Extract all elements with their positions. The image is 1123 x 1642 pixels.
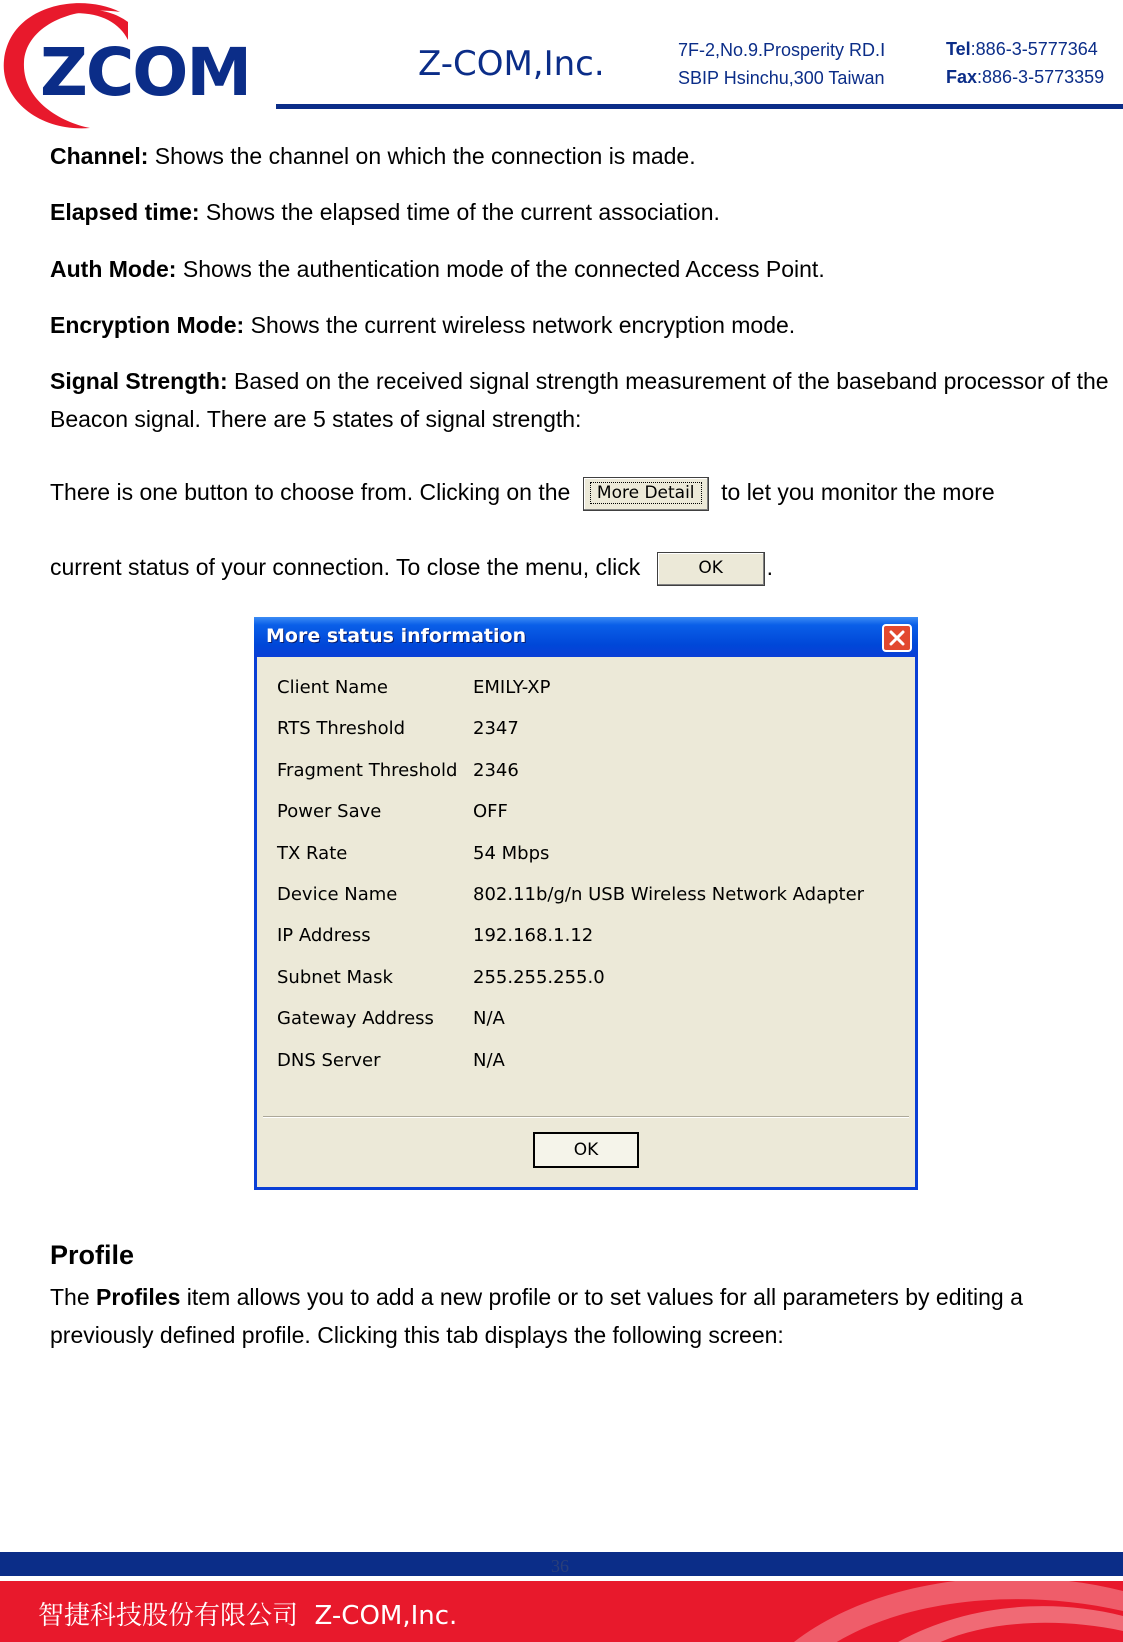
field-label: Client Name xyxy=(277,677,388,698)
field-label: Fragment Threshold xyxy=(277,760,458,781)
field-label: Power Save xyxy=(277,801,382,822)
address-line-1: 7F-2,No.9.Prosperity RD.Ⅰ xyxy=(678,40,886,60)
field-value: 802.11b/g/n USB Wireless Network Adapter xyxy=(473,884,865,905)
more-detail-button-label: More Detail xyxy=(590,482,702,504)
elapsed-text: Shows the elapsed time of the current association. xyxy=(199,199,720,225)
field-label: RTS Threshold xyxy=(277,718,406,739)
signal-text: Based on the received signal strength measurement of the baseband processor of the Beacon signal. There are 5 states of signal strength: xyxy=(50,368,1109,432)
field-value: OFF xyxy=(473,801,508,822)
field-label: TX Rate xyxy=(277,843,348,864)
field-value: 255.255.255.0 xyxy=(473,967,605,988)
dialog-close-button[interactable] xyxy=(882,624,912,652)
encryption-text: Shows the current wireless network encryption mode. xyxy=(244,312,796,338)
dialog-titlebar[interactable] xyxy=(254,617,918,657)
field-label: IP Address xyxy=(277,925,371,946)
auth-description xyxy=(50,250,1110,288)
dialog-separator xyxy=(263,1116,909,1118)
channel-text: Shows the channel on which the connection is made. xyxy=(148,143,696,169)
signal-term: Signal Strength: xyxy=(50,368,228,394)
address-line-2: SBIP Hsinchu,300 Taiwan xyxy=(678,68,885,88)
footer-red-band xyxy=(0,1581,1123,1642)
footer-company xyxy=(38,1595,457,1632)
close-after: . xyxy=(766,554,773,580)
field-value: EMILY-XP xyxy=(473,677,551,698)
tel-line xyxy=(946,39,1098,60)
channel-description xyxy=(50,137,1110,175)
dialog-ok-button[interactable]: OK xyxy=(533,1132,639,1168)
field-label: DNS Server xyxy=(277,1050,381,1071)
field-value: 192.168.1.12 xyxy=(473,925,594,946)
close-sentence xyxy=(50,548,1110,586)
field-label: Device Name xyxy=(277,884,398,905)
encryption-term: Encryption Mode: xyxy=(50,312,245,338)
more-detail-sentence xyxy=(50,473,1110,511)
field-value: N/A xyxy=(473,1008,505,1029)
field-value: 2347 xyxy=(473,718,519,739)
more-detail-after: to let you monitor the more xyxy=(714,479,995,505)
field-value: N/A xyxy=(473,1050,505,1071)
elapsed-term: Elapsed time: xyxy=(50,199,200,225)
profile-description xyxy=(50,1278,1110,1354)
profile-text-after: item allows you to add a new profile or to set values for all parameters by editing a previously defined profile. Clicking this tab displays the following screen: xyxy=(50,1284,1023,1348)
field-value: 54 Mbps xyxy=(473,843,550,864)
company-name: Z-COM,Inc. xyxy=(418,44,605,84)
signal-description xyxy=(50,362,1110,438)
field-label: Gateway Address xyxy=(277,1008,434,1029)
auth-text: Shows the authentication mode of the connected Access Point. xyxy=(176,256,825,282)
more-status-dialog xyxy=(254,617,918,1190)
channel-term: Channel: xyxy=(50,143,149,169)
profile-heading: Profile xyxy=(50,1240,135,1270)
footer-company-cn: 智捷科技股份有限公司 xyxy=(38,1601,299,1631)
profile-text-before: The xyxy=(50,1284,97,1310)
more-detail-button[interactable] xyxy=(583,477,709,511)
field-label: Subnet Mask xyxy=(277,967,393,988)
fax-line xyxy=(946,67,1104,88)
encryption-description xyxy=(50,306,1110,344)
auth-term: Auth Mode: xyxy=(50,256,177,282)
page-number: 36 xyxy=(551,1556,569,1576)
inline-ok-button[interactable]: OK xyxy=(657,552,765,586)
header-rule xyxy=(276,104,1123,109)
close-before: current status of your connection. To close the menu, click xyxy=(50,554,647,580)
tel-label: Tel xyxy=(946,39,971,59)
fax-label: Fax xyxy=(946,67,978,87)
profile-term: Profiles xyxy=(96,1284,181,1310)
footer-swoosh-icon xyxy=(743,1581,1123,1642)
more-detail-before: There is one button to choose from. Clicking on the xyxy=(50,479,577,505)
footer-company-en: Z-COM,Inc. xyxy=(314,1601,458,1631)
field-value: 2346 xyxy=(473,760,519,781)
close-x-icon xyxy=(889,630,905,646)
dialog-title: More status information xyxy=(266,625,527,647)
logo-wordmark: ZCOM xyxy=(40,34,251,111)
tel-value: :886-3-5777364 xyxy=(970,39,1098,59)
fax-value: :886-3-5773359 xyxy=(977,67,1105,87)
elapsed-description xyxy=(50,193,1110,231)
